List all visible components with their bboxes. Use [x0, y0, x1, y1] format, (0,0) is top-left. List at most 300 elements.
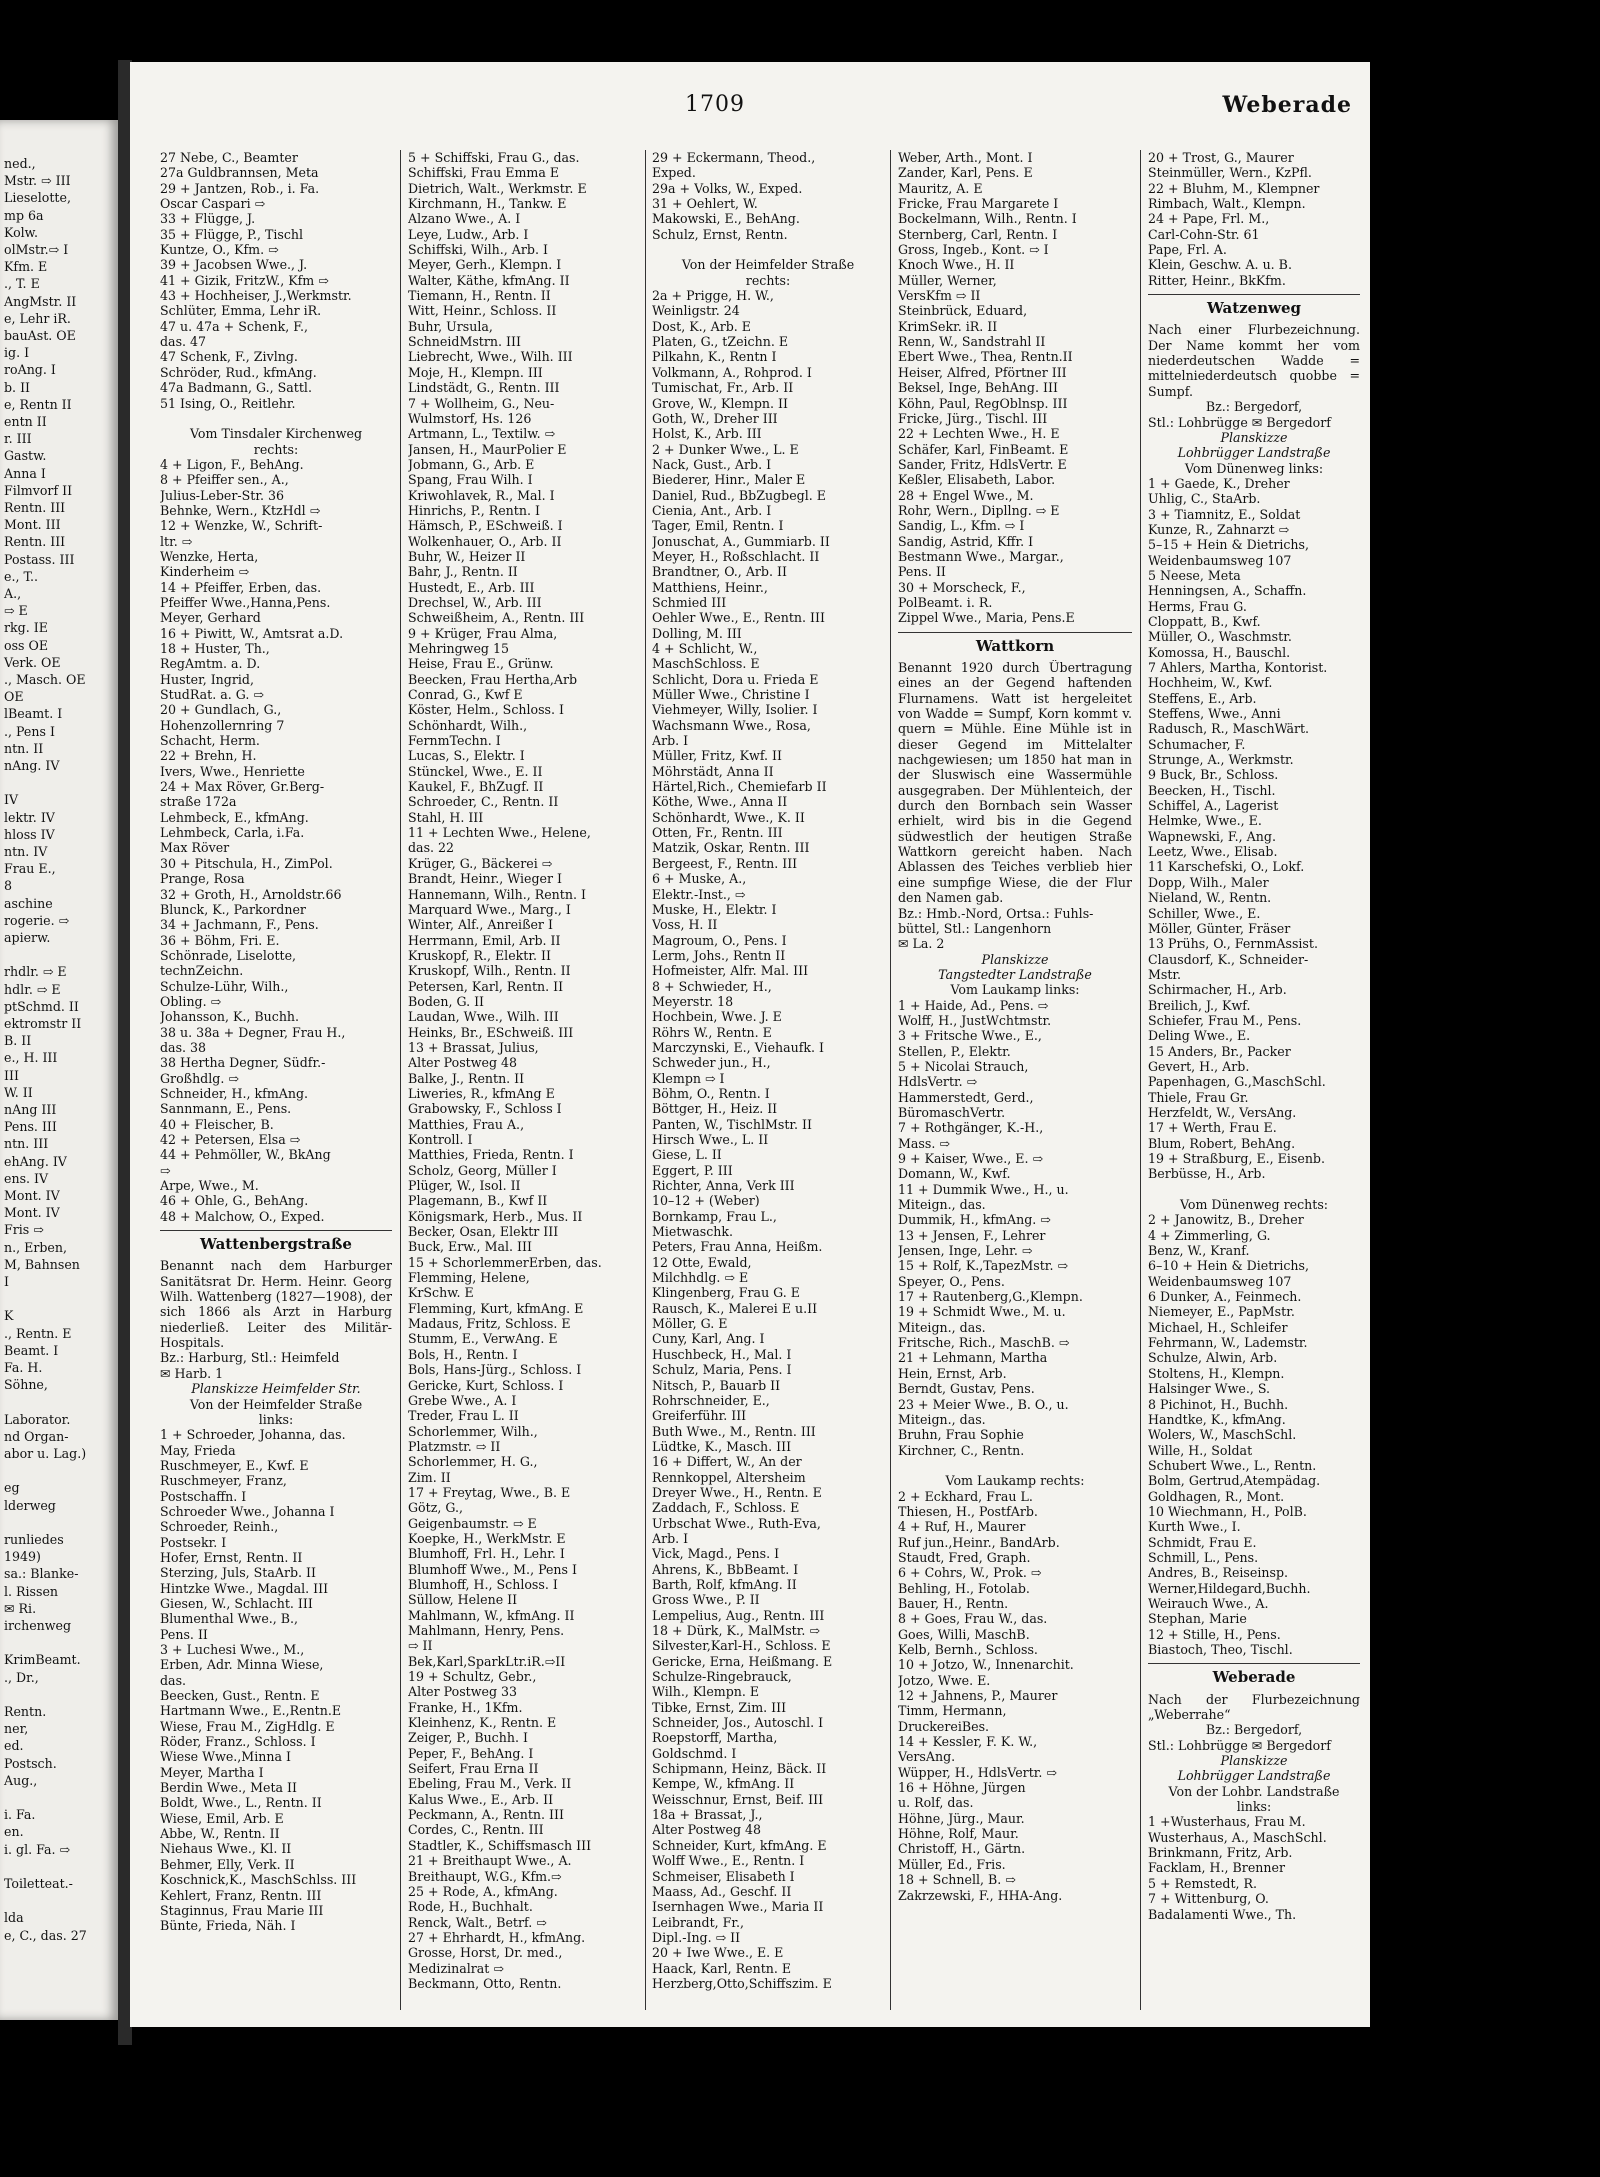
directory-entry: Meyerstr. 18 — [652, 993, 734, 1009]
directory-entry: Stadtler, K., Schiffsmasch III — [408, 1837, 592, 1853]
directory-entry: Behling, H., Fotolab. — [898, 1580, 1030, 1596]
directory-entry: Matzik, Oskar, Rentn. III — [652, 840, 810, 856]
section-subheading: links: — [258, 1411, 294, 1427]
directory-entry: Breithaupt, W.G., Kfm.⇨ — [408, 1868, 562, 1884]
left-page-text-fragment: e, Rentn II — [4, 396, 72, 412]
directory-entry: 39 + Jacobsen Wwe., J. — [160, 257, 308, 273]
directory-entry: Schulz, Ernst, Rentn. — [652, 226, 788, 242]
directory-entry: 19 + Schultz, Gebr., — [408, 1669, 537, 1685]
directory-entry: May, Frieda — [160, 1442, 236, 1458]
directory-entry: Wiese, Frau M., ZigHdlg. E — [160, 1718, 335, 1734]
left-page-text-fragment: OE — [4, 689, 24, 705]
directory-entry: Stumm, E., VerwAng. E — [408, 1331, 558, 1347]
directory-entry: Steinbrück, Eduard, — [898, 303, 1028, 319]
directory-entry: Blumhoff, Frl. H., Lehr. I — [408, 1546, 565, 1562]
directory-entry: 9 + Kaiser, Wwe., E. ⇨ — [898, 1151, 1044, 1166]
left-page-text-fragment: Mont. IV — [4, 1205, 60, 1221]
directory-entry: Müller, Werner, — [898, 272, 997, 288]
directory-entry: KrSchw. E — [408, 1285, 474, 1301]
column-divider — [645, 150, 646, 2010]
directory-entry: 38 Hertha Degner, Südfr.- — [160, 1055, 326, 1071]
directory-entry: 21 + Lehmann, Martha — [898, 1350, 1048, 1366]
directory-entry: Benz, W., Kranf. — [1148, 1243, 1250, 1259]
directory-entry: Wusterhaus, A., MaschSchl. — [1148, 1829, 1327, 1845]
directory-entry: Tumischat, Fr., Arb. II — [652, 380, 794, 396]
directory-entry: Röhrs W., Rentn. E — [652, 1024, 772, 1040]
directory-entry: ✉ Harb. 1 — [160, 1365, 224, 1381]
directory-entry: Goth, W., Dreher III — [652, 410, 778, 426]
directory-entry: Wolers, W., MaschSchl. — [1148, 1427, 1297, 1443]
directory-entry: 7 Ahlers, Martha, Kontorist. — [1148, 660, 1328, 675]
directory-entry: Bz.: Hmb.-Nord, Ortsa.: Fuhls- — [898, 905, 1094, 921]
directory-entry: Moje, H., Klempn. III — [408, 364, 543, 380]
directory-entry: Dietrich, Walt., Werkmstr. E — [408, 180, 587, 196]
directory-entry: Stephan, Marie — [1148, 1611, 1247, 1627]
directory-entry: 30 + Pitschula, H., ZimPol. — [160, 855, 333, 871]
directory-entry: Boden, G. II — [408, 993, 485, 1009]
left-page-text-fragment: ., Pens I — [4, 723, 55, 739]
directory-entry: Ebert Wwe., Thea, Rentn.II — [898, 349, 1073, 365]
plan-sketch-label: Lohbrügger Landstraße — [1177, 1768, 1331, 1784]
left-page-text-fragment: Toiletteat.- — [4, 1876, 73, 1891]
directory-entry: Obling. ⇨ — [160, 993, 222, 1009]
directory-entry: Panten, W., TischlMstr. II — [652, 1116, 813, 1132]
directory-entry: 2 + Dunker Wwe., L. E — [652, 441, 799, 457]
directory-entry: Götz, G., — [408, 1500, 463, 1516]
column-1 — [160, 150, 392, 2000]
directory-entry: Plüger, W., Isol. II — [408, 1178, 521, 1194]
directory-entry: Wachsmann Wwe., Rosa, — [652, 717, 811, 733]
directory-entry: 1 + Schroeder, Johanna, das. — [160, 1427, 346, 1443]
directory-entry: Tibke, Ernst, Zim. III — [652, 1699, 787, 1715]
directory-entry: straße 172a — [160, 794, 237, 810]
left-page-text-fragment: B. II — [4, 1033, 32, 1049]
directory-entry: Schroeder Wwe., Johanna I — [160, 1503, 335, 1519]
directory-entry: Cuny, Karl, Ang. I — [652, 1331, 765, 1347]
directory-entry: 38 u. 38a + Degner, Frau H., — [160, 1024, 346, 1040]
directory-entry: Schacht, Herm. — [160, 733, 260, 749]
directory-entry: 44 + Pehmöller, W., BkAng — [160, 1147, 331, 1163]
directory-entry: 27a Guldbrannsen, Meta — [160, 165, 319, 181]
directory-entry: Jobmann, G., Arb. E — [408, 456, 535, 472]
directory-entry: 21 + Breithaupt Wwe., A. — [408, 1853, 572, 1869]
directory-entry: 24 + Pape, Frl. M., — [1148, 211, 1270, 227]
directory-entry: Schönrade, Liselotte, — [160, 947, 297, 963]
directory-entry: Schneider, Jos., Autoschl. I — [652, 1715, 824, 1731]
column-4 — [898, 150, 1132, 2000]
directory-entry: Ebeling, Frau M., Verk. II — [408, 1776, 572, 1792]
directory-entry: Rausch, K., Malerei E u.II — [652, 1300, 818, 1316]
directory-entry: Kleinhenz, K., Rentn. E — [408, 1715, 557, 1731]
directory-entry: Ahrens, K., BbBeamt. I — [652, 1561, 799, 1577]
directory-entry: Drechsel, W., Arb. III — [408, 594, 542, 610]
directory-entry: Zeiger, P., Buchh. I — [408, 1730, 528, 1746]
directory-entry: Mstr. — [1148, 966, 1182, 982]
directory-entry: 4 + Ligon, F., BehAng. — [160, 456, 304, 472]
directory-entry: DruckereiBes. — [898, 1718, 990, 1734]
directory-entry: Stellen, P., Elektr. — [898, 1043, 1011, 1059]
directory-entry — [652, 242, 884, 257]
section-divider — [898, 632, 1132, 633]
directory-entry: Lehmbeck, Carla, i.Fa. — [160, 825, 305, 841]
plan-sketch-label: Planskizze — [1220, 429, 1288, 445]
directory-entry: Lüdtke, K., Masch. III — [652, 1438, 792, 1454]
directory-entry: Flemming, Kurt, kfmAng. E — [408, 1300, 584, 1316]
directory-entry: Brandt, Heinr., Wieger I — [408, 871, 562, 887]
directory-entry: Fricke, Jürg., Tischl. III — [898, 410, 1048, 426]
left-page-text-fragment: oss OE — [4, 637, 49, 653]
directory-entry: Conrad, G., Kwf E — [408, 687, 523, 703]
directory-entry: Greiferführ. III — [652, 1408, 747, 1424]
directory-entry: Rennkoppel, Altersheim — [652, 1469, 806, 1485]
directory-entry: Hintzke Wwe., Magdal. III — [160, 1580, 329, 1596]
directory-entry: Sternberg, Carl, Rentn. I — [898, 226, 1058, 242]
directory-entry: Ruschmeyer, E., Kwf. E — [160, 1457, 309, 1473]
directory-entry: Beckmann, Otto, Rentn. — [408, 1975, 562, 1991]
directory-entry: 16 + Piwitt, W., Amtsrat a.D. — [160, 625, 344, 641]
directory-entry: Bauer, H., Rentn. — [898, 1595, 1009, 1611]
directory-entry: Schiffski, Wilh., Arb. I — [408, 242, 548, 258]
directory-entry: Hustedt, E., Arb. III — [408, 579, 535, 595]
directory-entry: Schmill, L., Pens. — [1148, 1549, 1259, 1565]
left-page-text-fragment: A., — [4, 586, 22, 601]
section-subheading: Vom Dünenweg rechts: — [1179, 1197, 1329, 1213]
directory-entry: 5 Neese, Meta — [1148, 567, 1241, 583]
directory-entry: Möller, G. E — [652, 1316, 728, 1332]
directory-entry: Kirchmann, H., Tankw. E — [408, 196, 567, 212]
directory-entry: Müller Wwe., Christine I — [652, 687, 810, 703]
directory-entry: Beecken, Frau Hertha,Arb — [408, 671, 578, 687]
directory-entry: Kruskopf, R., Elektr. II — [408, 947, 551, 963]
directory-entry: Schubert Wwe., L., Rentn. — [1148, 1457, 1317, 1473]
directory-entry: Heinks, Br., ESchweiß. III — [408, 1024, 574, 1040]
directory-entry: 4 + Zimmerling, G. — [1148, 1227, 1271, 1243]
directory-entry: Kinderheim ⇨ — [160, 564, 250, 580]
directory-entry: Magroum, O., Pens. I — [652, 932, 787, 948]
directory-entry: Gevert, H., Arb. — [1148, 1058, 1250, 1074]
directory-entry: Breilich, J., Kwf. — [1148, 997, 1251, 1013]
section-subheading: Vom Laukamp links: — [950, 982, 1080, 998]
left-page-text-fragment: AngMstr. II — [4, 293, 77, 309]
district-info: Bz.: Bergedorf, — [1205, 1722, 1303, 1738]
directory-entry: 34 + Jachmann, F., Pens. — [160, 917, 319, 933]
left-page-text-fragment: KrimBeamt. — [4, 1652, 81, 1668]
directory-entry: Schulze-Lühr, Wilh., — [160, 978, 289, 994]
left-page-text-fragment: irchenweg — [4, 1618, 72, 1633]
directory-entry: Renck, Walt., Betrf. ⇨ — [408, 1914, 547, 1930]
directory-entry: Schlüter, Emma, Lehr iR. — [160, 303, 322, 319]
directory-entry: Königsmark, Herb., Mus. II — [408, 1208, 583, 1224]
directory-entry: Bünte, Frieda, Näh. I — [160, 1918, 296, 1934]
directory-entry: Berdin Wwe., Meta II — [160, 1780, 297, 1796]
directory-entry — [898, 1458, 1132, 1473]
directory-entry: Jansen, H., MaurPolier E — [408, 441, 567, 457]
left-page-text-fragment: Pens. III — [4, 1119, 57, 1135]
directory-entry: das. — [160, 1672, 187, 1688]
directory-entry: 22 + Bluhm, M., Klempner — [1148, 180, 1320, 196]
directory-entry: Bruhn, Frau Sophie — [898, 1427, 1024, 1443]
directory-entry: 18 + Dürk, K., MalMstr. ⇨ — [652, 1623, 820, 1638]
directory-entry: Spang, Frau Wilh. I — [408, 472, 533, 488]
directory-entry: Bergeest, F., Rentn. III — [652, 855, 798, 871]
directory-entry: Elektr.-Inst., ⇨ — [652, 886, 746, 902]
directory-entry: Sterzing, Juls, StaArb. II — [160, 1565, 316, 1581]
directory-entry: 7 + Rothgänger, K.-H., — [898, 1120, 1044, 1136]
directory-entry: Schröder, Rud., kfmAng. — [160, 364, 317, 380]
directory-entry: Dolling, M. III — [652, 625, 742, 641]
directory-entry: 23 + Meier Wwe., B. O., u. — [898, 1396, 1069, 1412]
directory-entry: 10 + Jotzo, W., Innenarchit. — [898, 1657, 1074, 1673]
directory-entry: Isernhagen Wwe., Maria II — [652, 1899, 824, 1915]
directory-entry: Tager, Emil, Rentn. I — [652, 518, 784, 534]
directory-entry: Röder, Franz., Schloss. I — [160, 1734, 316, 1750]
section-subheading: Vom Dünenweg links: — [1184, 460, 1324, 476]
directory-entry: Meyer, Martha I — [160, 1764, 264, 1780]
directory-entry: Carl-Cohn-Str. 61 — [1148, 226, 1260, 242]
section-subheading: Von der Lohbr. Landstraße — [1168, 1783, 1340, 1799]
directory-entry: 17 + Werth, Frau E. — [1148, 1120, 1277, 1136]
directory-entry: Miteign., das. — [898, 1197, 986, 1213]
directory-entry: Badalamenti Wwe., Th. — [1148, 1906, 1297, 1922]
directory-entry: Domann, W., Kwf. — [898, 1166, 1011, 1182]
directory-entry: Niemeyer, E., PapMstr. — [1148, 1304, 1295, 1320]
directory-entry: Klempn ⇨ I — [652, 1070, 725, 1086]
plan-sketch-label: Planskizze — [981, 951, 1049, 967]
directory-entry: Hohenzollernring 7 — [160, 717, 285, 733]
directory-entry: Mahlmann, W., kfmAng. II — [408, 1607, 575, 1623]
directory-entry: Bahr, J., Rentn. II — [408, 564, 518, 580]
left-page-text-fragment: Söhne, — [4, 1377, 48, 1393]
directory-entry: Urbschat Wwe., Ruth-Eva, — [652, 1515, 821, 1531]
left-page-text-fragment: ., Dr., — [4, 1669, 39, 1685]
directory-entry: Clausdorf, K., Schneider- — [1148, 951, 1309, 967]
left-page-text-fragment: ntn. II — [4, 740, 44, 756]
directory-entry: Uhlig, C., StaArb. — [1148, 491, 1261, 507]
directory-entry: Koschnick,K., MaschSchlss. III — [160, 1872, 357, 1888]
directory-entry: Lucas, S., Elektr. I — [408, 748, 525, 764]
directory-entry: 12 + Stille, H., Pens. — [1148, 1626, 1281, 1642]
left-page-text-fragment: Mont. III — [4, 517, 61, 533]
directory-entry: Seifert, Frau Erna II — [408, 1761, 539, 1777]
directory-entry: Mauritz, A. E — [898, 180, 983, 196]
left-page-text-fragment: Lieselotte, — [4, 190, 71, 206]
directory-entry: 7 + Wittenburg, O. — [1148, 1891, 1269, 1907]
directory-entry: Eggert, P. III — [652, 1162, 733, 1178]
directory-entry: Postsekr. I — [160, 1534, 227, 1550]
column-divider — [1140, 150, 1141, 2010]
directory-entry: Lerm, Johs., Rentn II — [652, 947, 786, 963]
directory-entry: Prange, Rosa — [160, 871, 245, 887]
directory-entry: 4 + Ruf, H., Maurer — [898, 1519, 1026, 1535]
directory-entry: Hochbein, Wwe. J. E — [652, 1009, 782, 1025]
street-title: Weberade — [1212, 1670, 1296, 1686]
directory-entry: Meyer, H., Roßschlacht. II — [652, 548, 820, 564]
directory-entry: 36 + Böhm, Fri. E. — [160, 932, 280, 948]
directory-entry: 5 + Remstedt, R. — [1148, 1875, 1258, 1891]
left-page-text-fragment: ig. I — [4, 345, 30, 361]
directory-entry: Blunck, K., Parkordner — [160, 901, 306, 917]
directory-entry: Giesen, W., Schlacht. III — [160, 1595, 313, 1611]
directory-entry: Stl.: Lohbrügge ✉ Bergedorf — [1148, 1737, 1331, 1753]
directory-entry: Grosse, Horst, Dr. med., — [408, 1945, 563, 1961]
directory-entry: Medizinalrat ⇨ — [408, 1960, 504, 1976]
directory-entry: Behnke, Wern., KtzHdl ⇨ — [160, 502, 321, 518]
left-page-text-fragment: n., Erben, — [4, 1239, 67, 1255]
directory-entry: Blumenthal Wwe., B., — [160, 1611, 299, 1627]
directory-entry: Huster, Ingrid, — [160, 671, 254, 687]
directory-entry: 8 + Goes, Frau W., das. — [898, 1611, 1048, 1627]
left-page-text-fragment: Aug., — [4, 1772, 38, 1788]
directory-entry: 20 + Iwe Wwe., E. E — [652, 1945, 784, 1961]
left-page-text-fragment: Postass. III — [4, 551, 75, 567]
directory-entry: 10 Wiechmann, H., PolB. — [1148, 1503, 1307, 1519]
directory-entry: Herzfeldt, W., VersAng. — [1148, 1104, 1297, 1120]
left-page-text-fragment: r. III — [4, 431, 32, 447]
directory-entry: Müller, Fritz, Kwf. II — [652, 748, 783, 764]
plan-sketch-label: Tangstedter Landstraße — [938, 966, 1092, 982]
directory-entry: Fritsche, Rich., MaschB. ⇨ — [898, 1335, 1070, 1351]
directory-entry: Voss, H. II — [652, 917, 718, 933]
directory-entry: 3 + Tiamnitz, E., Soldat — [1148, 506, 1301, 522]
directory-entry: Franke, H., 1Kfm. — [408, 1699, 523, 1715]
left-page-text-fragment: Filmvorf II — [4, 482, 73, 498]
directory-entry: 51 Ising, O., Reitlehr. — [160, 395, 296, 411]
directory-entry: Behmer, Elly, Verk. II — [160, 1856, 295, 1872]
left-page-text-fragment: nAng. IV — [4, 758, 60, 773]
directory-entry: 40 + Fleischer, B. — [160, 1116, 274, 1132]
directory-entry: 14 + Pfeiffer, Erben, das. — [160, 579, 322, 595]
directory-entry: Köthe, Wwe., Anna II — [652, 794, 788, 810]
section-subheading: Vom Tinsdaler Kirchenweg — [189, 426, 363, 442]
directory-entry: 31 + Oehlert, W. — [652, 196, 758, 212]
left-page-text-fragment: mp 6a — [4, 207, 44, 223]
directory-entry: Abbe, W., Rentn. II — [160, 1826, 280, 1842]
directory-entry: 1 + Gaede, K., Dreher — [1148, 475, 1290, 491]
directory-entry: Schiffel, A., Lagerist — [1148, 798, 1279, 814]
directory-entry: Schroeder, Reinh., — [160, 1519, 279, 1535]
directory-entry: Schulz, Maria, Pens. I — [652, 1362, 792, 1378]
directory-entry: u. Rolf, das. — [898, 1795, 974, 1811]
directory-entry: Schiefer, Frau M., Pens. — [1148, 1012, 1302, 1028]
directory-entry: Blum, Robert, BehAng. — [1148, 1135, 1296, 1151]
directory-entry: 25 + Rode, A., kfmAng. — [408, 1883, 558, 1899]
directory-entry: Goes, Willi, MaschB. — [898, 1626, 1030, 1642]
directory-entry: Otten, Fr., Rentn. III — [652, 825, 783, 841]
column-3 — [652, 150, 884, 2000]
directory-entry: KrimSekr. iR. II — [898, 318, 998, 334]
left-page-text-fragment: ektromstr II — [4, 1016, 82, 1031]
left-page-text-fragment: eg — [4, 1480, 20, 1496]
directory-entry: 3 + Luchesi Wwe., M., — [160, 1642, 305, 1657]
directory-entry: Hämsch, P., ESchweiß. I — [408, 518, 563, 534]
left-page-text-fragment: e, Lehr iR. — [4, 310, 71, 326]
directory-entry: Böttger, H., Heiz. II — [652, 1101, 778, 1117]
directory-entry: MaschSchloss. E — [652, 656, 760, 672]
column-5 — [1148, 150, 1360, 2000]
directory-entry: Leye, Ludw., Arb. I — [408, 226, 529, 242]
directory-entry: 24 + Max Röver, Gr.Berg- — [160, 779, 325, 795]
directory-entry: 43 + Hochheiser, J.,Werkmstr. — [160, 288, 352, 304]
directory-entry: Stl.: Lohbrügge ✉ Bergedorf — [1148, 414, 1331, 430]
directory-entry: Pape, Frl. A. — [1148, 242, 1227, 258]
left-page-text-fragment: ntn. III — [4, 1136, 49, 1152]
directory-entry: Schönhardt, Wilh., — [408, 717, 528, 733]
directory-entry: 27 Nebe, C., Beamter — [160, 150, 298, 165]
section-subheading: Von der Heimfelder Straße — [189, 1396, 363, 1412]
left-page-text-fragment: Anna I — [4, 465, 46, 481]
directory-entry: Henningsen, A., Schaffn. — [1148, 583, 1307, 599]
directory-entry: Schulze, Alwin, Arb. — [1148, 1350, 1278, 1366]
directory-entry: Höhne, Jürg., Maur. — [898, 1810, 1025, 1826]
left-page-text-fragment: Kfm. E — [4, 259, 48, 275]
directory-entry: Kelb, Bernh., Schloss. — [898, 1642, 1038, 1657]
section-subheading: links: — [1236, 1799, 1272, 1815]
directory-entry: Beksel, Inge, BehAng. III — [898, 380, 1058, 396]
street-description: Benannt 1920 durch Übertragung eines an der Gegend haftenden Flurnamens. Watt ist hergeleitet von Wadde = Sumpf, Korn kommt v. quern = Mühle. Eine Mühle ist in dieser Gegend im Mittelalter nachgewiesen; um 1850 hat man in der Sluswisch eine Wassermühle ausgegraben. Der Mühlenteich, der durch den Bornbach sein Wasser erhielt, wird bis in die Gegend südwestlich der heutigen Straße Wattkorn gereicht haben. Nach Ablassen des Teiches verblieb hier eine sumpfige Wiese, die der Flur den Namen gab. — [898, 660, 1132, 906]
section-divider — [1148, 1663, 1360, 1664]
directory-entry: Schorlemmer, Wilh., — [408, 1423, 538, 1439]
directory-entry: 15 + SchorlemmerErben, das. — [408, 1254, 602, 1270]
directory-entry: Balke, J., Rentn. II — [408, 1070, 525, 1086]
left-page-text-fragment: Kolw. — [4, 224, 38, 240]
directory-entry: 20 + Gundlach, G., — [160, 702, 282, 718]
directory-entry: Jotzo, Wwe. E. — [898, 1672, 991, 1688]
directory-entry: Nitsch, P., Bauarb II — [652, 1377, 781, 1393]
directory-entry: Schirmacher, H., Arb. — [1148, 982, 1287, 998]
street-title: Wattkorn — [975, 638, 1055, 654]
left-page-text-fragment: Rentn. III — [4, 534, 66, 550]
directory-entry: 16 + Höhne, Jürgen — [898, 1780, 1026, 1796]
directory-entry: Pens. II — [898, 564, 946, 580]
directory-entry: Marczynski, E., Viehaufk. I — [652, 1039, 825, 1055]
left-page-text-fragment: hloss IV — [4, 826, 55, 842]
directory-entry: 9 + Krüger, Frau Alma, — [408, 625, 558, 641]
left-page-text-fragment: W. II — [4, 1084, 33, 1100]
directory-entry: 2 + Janowitz, B., Dreher — [1148, 1212, 1304, 1228]
directory-entry: Herrmann, Emil, Arb. II — [408, 932, 561, 948]
directory-entry: Wolff, H., JustWchtmstr. — [898, 1012, 1052, 1028]
left-page-text-fragment: olMstr.⇨ I — [4, 242, 69, 257]
directory-entry: 19 + Schmidt Wwe., M. u. — [898, 1304, 1066, 1320]
directory-entry: 22 + Brehn, H. — [160, 748, 257, 764]
directory-entry: Daniel, Rud., BbZugbegl. E — [652, 487, 826, 503]
column-divider — [400, 150, 401, 2010]
directory-entry: Miteign., das. — [898, 1411, 986, 1427]
directory-entry: Komossa, H., Bauschl. — [1148, 644, 1291, 660]
directory-entry: Peters, Frau Anna, Heißm. — [652, 1239, 823, 1255]
directory-entry: ⇨ — [160, 1162, 171, 1178]
directory-entry: Schiller, Wwe., E. — [1148, 905, 1261, 921]
directory-page — [130, 62, 1370, 2027]
directory-entry: Schmied III — [652, 594, 727, 610]
directory-entry: Postschaffn. I — [160, 1488, 247, 1504]
directory-entry: Oscar Caspari ⇨ — [160, 196, 266, 212]
directory-entry: Schipmann, Heinz, Bäck. II — [652, 1761, 827, 1777]
directory-entry: technZeichn. — [160, 963, 244, 979]
left-page-text-fragment: Rentn. — [4, 1704, 47, 1719]
left-page-text-fragment: Postsch. — [4, 1755, 57, 1771]
left-page-text-fragment: III — [4, 1067, 19, 1083]
directory-entry: Rohr, Wern., Dipllng. ⇨ E — [898, 502, 1060, 518]
directory-entry — [1148, 1182, 1360, 1197]
directory-entry: 27 + Ehrhardt, H., kfmAng. — [408, 1929, 586, 1945]
running-head: Weberade — [1222, 92, 1352, 118]
left-page-text-fragment: apierw. — [4, 930, 51, 945]
left-page-text-fragment: Frau E., — [4, 861, 56, 877]
left-page-text-fragment: e, C., das. 27 — [4, 1927, 87, 1943]
directory-entry: Dipl.-Ing. ⇨ II — [652, 1929, 741, 1945]
left-page-text-fragment: ned., — [4, 156, 36, 171]
